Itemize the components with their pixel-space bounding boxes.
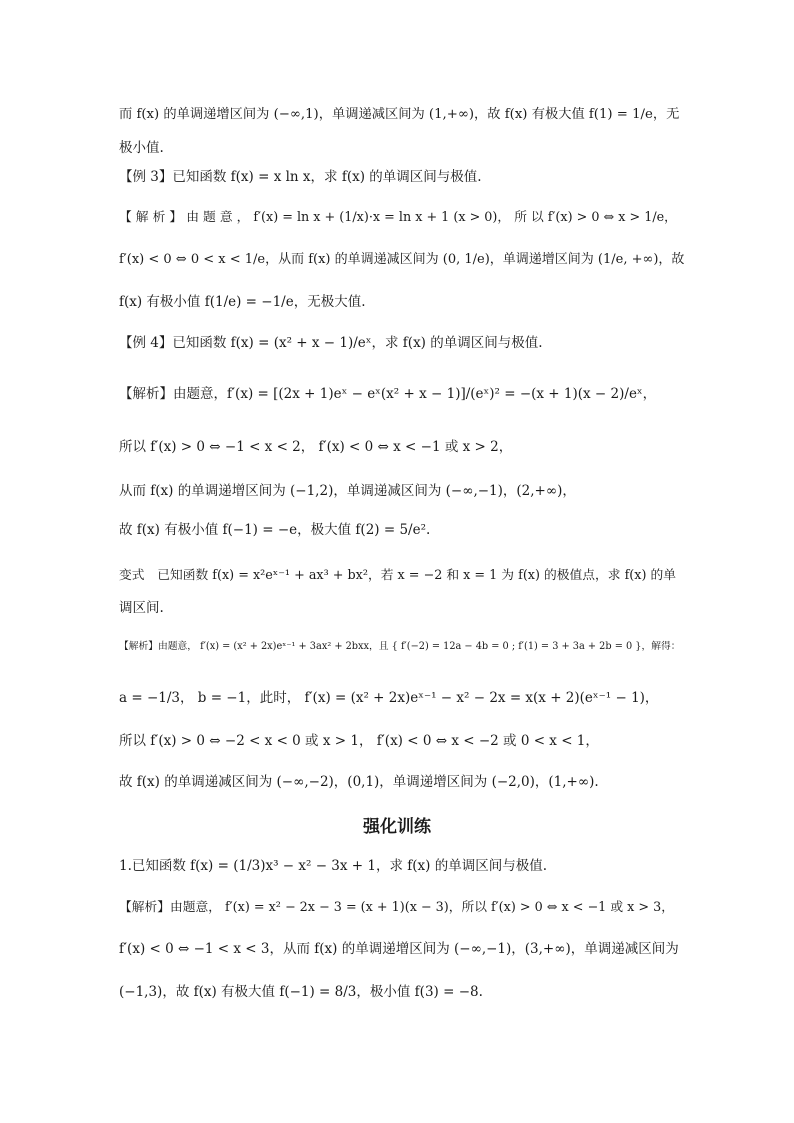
variant-solution-line-2: a = −1/3， b = −1，此时， f′(x) = (x² + 2x)eˣ⁻¹ − x² − 2x = x(x + 2)(eˣ⁻¹ − 1)， [119, 690, 659, 706]
section-heading: 强化训练 [363, 817, 431, 837]
variant-solution-line-1: 【解析】由题意， f′(x) = (x² + 2x)eˣ⁻¹ + 3ax² + 2bxx，且 { f′(−2) = 12a − 4b = 0 ; f′(1) = 3 + 3a + 2b = 0 }，解得： [119, 641, 681, 652]
example-4-question: 【例 4】已知函数 f(x) = (x² + x − 1)/eˣ，求 f(x) 的单调区间与极值. [119, 335, 543, 351]
variant-solution-line-3: 所以 f′(x) > 0 ⇔ −2 < x < 0 或 x > 1， f′(x) < 0 ⇔ x < −2 或 0 < x < 1， [119, 733, 599, 749]
exercise-1-solution-line-3: (−1,3)，故 f(x) 有极大值 f(−1) = 8/3，极小值 f(3) = −8. [119, 984, 483, 1000]
text-line-1: 而 f(x) 的单调递增区间为 (−∞,1)，单调递减区间为 (1,+∞)，故 f(x) 有极大值 f(1) = 1/e，无 [119, 107, 680, 122]
example-4-solution-line-4: 故 f(x) 有极小值 f(−1) = −e，极大值 f(2) = 5/e². [119, 522, 431, 538]
example-3-solution-line-2: f′(x) < 0 ⇔ 0 < x < 1/e，从而 f(x) 的单调递减区间为 (0, 1/e)，单调递增区间为 (1/e, +∞)，故 [119, 252, 684, 267]
example-4-solution-line-2: 所以 f′(x) > 0 ⇔ −1 < x < 2， f′(x) < 0 ⇔ x < −1 或 x > 2， [119, 439, 513, 455]
exercise-1-question: 1.已知函数 f(x) = (1/3)x³ − x² − 3x + 1，求 f(x) 的单调区间与极值. [119, 858, 548, 874]
exercise-1-solution-line-1: 【解析】由题意， f′(x) = x² − 2x − 3 = (x + 1)(x − 3)，所以 f′(x) > 0 ⇔ x < −1 或 x > 3， [119, 900, 674, 915]
example-4-solution-line-1: 【解析】由题意，f′(x) = [(2x + 1)eˣ − eˣ(x² + x − 1)]/(eˣ)² = −(x + 1)(x − 2)/eˣ， [119, 386, 657, 402]
variant-question-line-2: 调区间. [119, 600, 164, 616]
text-line-2: 极小值. [119, 140, 164, 156]
variant-solution-line-4: 故 f(x) 的单调递减区间为 (−∞,−2)，(0,1)，单调递增区间为 (−2,0)，(1,+∞). [119, 774, 599, 790]
exercise-1-solution-line-2: f′(x) < 0 ⇔ −1 < x < 3，从而 f(x) 的单调递增区间为 (−∞,−1)，(3,+∞)，单调递减区间为 [119, 941, 679, 957]
example-3-solution-line-3: f(x) 有极小值 f(1/e) = −1/e，无极大值. [119, 294, 366, 310]
example-3-solution-line-1: 【 解 析 】 由 题 意 ， f′(x) = ln x + (1/x)·x = ln x + 1 (x > 0)， 所 以 f′(x) > 0 ⇔ x > 1/e， [119, 210, 677, 225]
example-3-question: 【例 3】已知函数 f(x) = x ln x，求 f(x) 的单调区间与极值. [119, 169, 482, 185]
variant-question-line-1: 变式 已知函数 f(x) = x²eˣ⁻¹ + ax³ + bx²，若 x = −2 和 x = 1 为 f(x) 的极值点，求 f(x) 的单 [119, 568, 676, 583]
example-4-solution-line-3: 从而 f(x) 的单调递增区间为 (−1,2)，单调递减区间为 (−∞,−1)，(2,+∞)， [119, 483, 576, 499]
